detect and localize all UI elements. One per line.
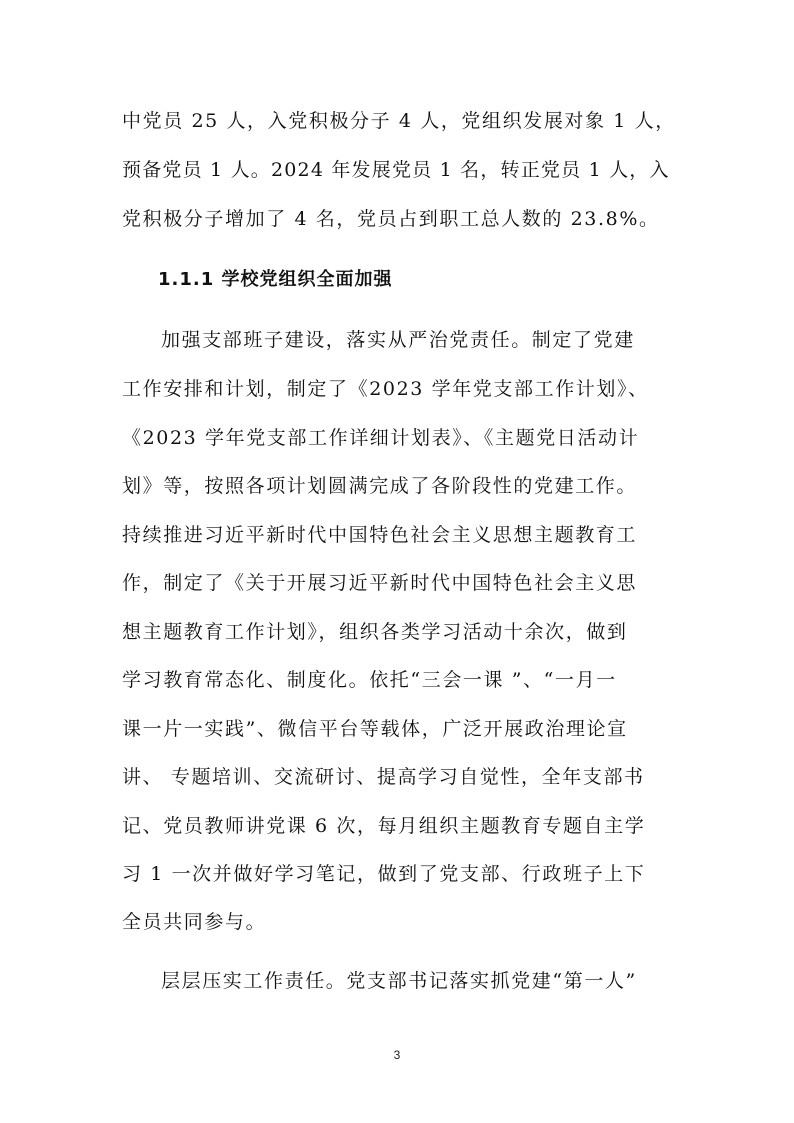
intro-line-3: 党积极分子增加了 4 名，党员占到职工总人数的 23.8%。 [122, 208, 660, 230]
main-line-8: 学习教育常态化、制度化。依托“三会一课 ”、“一月一 [122, 669, 617, 691]
section-heading: 1.1.1 学校党组织全面加强 [158, 269, 393, 290]
intro-line-2: 预备党员 1 人。2024 年发展党员 1 名，转正党员 1 人，入 [122, 159, 670, 181]
intro-line-1: 中党员 25 人，入党积极分子 4 人，党组织发展对象 1 人， [122, 110, 676, 132]
main-line-9: 课一片一实践”、微信平台等载体，广泛开展政治理论宣 [122, 718, 628, 740]
main-line-7: 想主题教育工作计划》，组织各类学习活动十余次，做到 [122, 621, 628, 643]
main-line-13: 全员共同参与。 [122, 911, 267, 933]
last-line-1: 层层压实工作责任。党支部书记落实抓党建“第一人” [161, 970, 637, 992]
main-line-6: 作，制定了《关于开展习近平新时代中国特色社会主义思 [122, 572, 638, 594]
main-line-5: 持续推进习近平新时代中国特色社会主义思想主题教育工 [122, 524, 638, 546]
main-line-12: 习 1 一次并做好学习笔记，做到了党支部、行政班子上下 [122, 863, 646, 885]
page-number: 3 [393, 1048, 401, 1062]
main-line-10: 讲、 专题培训、交流研讨、提高学习自觉性，全年支部书 [122, 766, 645, 788]
main-line-4: 划》等，按照各项计划圆满完成了各阶段性的党建工作。 [122, 475, 638, 497]
main-line-2: 工作安排和计划，制定了《2023 学年党支部工作计划》、 [122, 378, 649, 400]
main-line-3: 《2023 学年党支部工作详细计划表》、《主题党日活动计 [122, 427, 640, 449]
main-line-11: 记、党员教师讲党课 6 次，每月组织主题教育专题自主学 [122, 815, 646, 837]
main-line-1: 加强支部班子建设，落实从严治党责任。制定了党建 [161, 329, 635, 351]
